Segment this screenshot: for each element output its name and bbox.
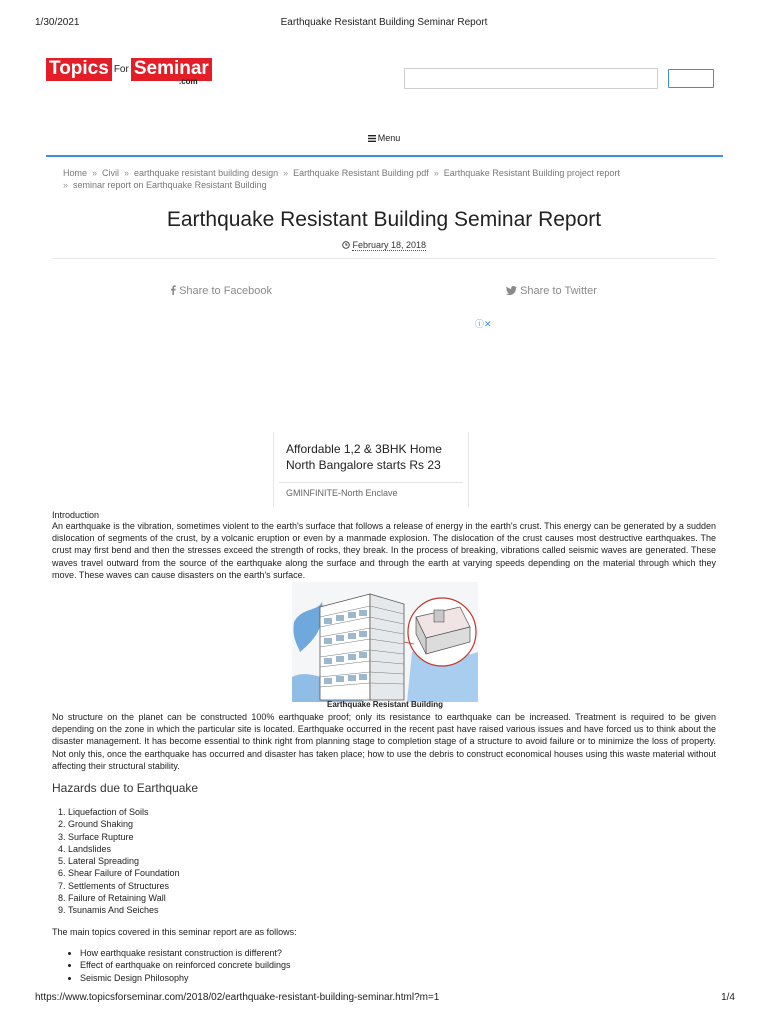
list-item: 6. Shear Failure of Foundation <box>68 867 180 879</box>
intro-paragraph: An earthquake is the vibration, sometimes violent to the earth's surface that follows a release of energy in the earth's crust. This energy can be generated by a sudden dislocation of segments of the crust, by a volcanic eruption or even by a manmade explosion. The dislocation of the crust causes most destructive earthquakes. The crust may first bend and then the stresses exceed the strength of rocks, they break. In the process of breaking, vibrations called seismic waves are generated. These waves travel outward from the source of the earthquake along the surface and through the earth at varying speeds depending on the material through which they move. These waves can cause disasters on the earth's surface. <box>52 521 716 580</box>
ad-source: GMINFINITE-North Enclave <box>286 488 398 498</box>
title-divider <box>52 258 716 259</box>
list-item: 9. Tsunamis And Seiches <box>68 904 180 916</box>
print-title: Earthquake Resistant Building Seminar Report <box>280 17 488 28</box>
clock-icon <box>342 241 350 249</box>
list-item: • How earthquake resistant construction is different? <box>80 947 290 959</box>
figure-caption: Earthquake Resistant Building <box>326 700 444 709</box>
menu-label: Menu <box>377 133 401 143</box>
breadcrumb <box>63 167 663 191</box>
post-date <box>0 240 768 250</box>
breadcrumb-home[interactable]: Home <box>63 168 88 178</box>
print-url: https://www.topicsforseminar.com/2018/02/earthquake-resistant-building-seminar.html?m=1 <box>35 992 440 1003</box>
menu-button[interactable] <box>0 133 768 143</box>
logo-word-for: For <box>113 64 129 75</box>
post-date-text[interactable]: February 18, 2018 <box>352 240 427 250</box>
share-facebook-label: Share to Facebook <box>179 285 273 297</box>
breadcrumb-separator: » <box>283 168 289 178</box>
topics-intro: The main topics covered in this seminar report are as follows: <box>52 927 297 937</box>
list-item: 1. Liquefaction of Soils <box>68 806 180 818</box>
list-item: 7. Settlements of Structures <box>68 880 180 892</box>
breadcrumb-project-report[interactable]: Earthquake Resistant Building project report <box>443 168 620 178</box>
breadcrumb-separator: » <box>92 168 98 178</box>
breadcrumb-separator: » <box>124 168 130 178</box>
breadcrumb-separator: » <box>433 168 439 178</box>
list-item: • Seismic Design Philosophy <box>80 972 290 984</box>
facebook-icon <box>170 285 176 295</box>
print-header <box>0 17 768 31</box>
list-item: 4. Landslides <box>68 843 180 855</box>
ad-divider <box>279 482 463 483</box>
page-title: Earthquake Resistant Building Seminar Report <box>166 208 602 231</box>
print-date: 1/30/2021 <box>35 17 80 28</box>
twitter-icon <box>506 286 517 295</box>
logo-word-seminar: Seminar <box>131 58 212 81</box>
logo-domain: .com <box>179 77 198 86</box>
list-item: • Effect of earthquake on reinforced concrete buildings <box>80 959 290 971</box>
breadcrumb-separator: » <box>63 180 69 190</box>
share-twitter-label: Share to Twitter <box>520 285 597 297</box>
topics-list <box>52 947 290 984</box>
share-twitter-button[interactable] <box>506 285 597 297</box>
site-logo[interactable] <box>46 58 212 86</box>
ad-headline-line1: Affordable 1,2 & 3BHK Home <box>286 442 442 456</box>
share-facebook-button[interactable] <box>170 285 272 297</box>
list-item: 5. Lateral Spreading <box>68 855 180 867</box>
list-item: 2. Ground Shaking <box>68 818 180 830</box>
ad-close-icon[interactable]: ✕ <box>484 319 492 329</box>
search-input[interactable] <box>404 68 658 89</box>
ad-choices[interactable] <box>475 317 492 330</box>
breadcrumb-design[interactable]: earthquake resistant building design <box>134 168 279 178</box>
breadcrumb-seminar-report[interactable]: seminar report on Earthquake Resistant Building <box>73 180 267 190</box>
ad-info-icon[interactable]: ⓘ <box>475 319 485 329</box>
paragraph-disaster-management: No structure on the planet can be constructed 100% earthquake proof; only its resistance to earthquake can be increased. Treatment is required to be given depending on the zone in which the particular site is located. Earthquake occurred in the recent past have raised various issues and have forced us to think about the disaster management. It has become essential to think right from planning stage to completion stage of a structure to avoid failure or to minimize the loss of property. Not only this, once the earthquake has occurred and disaster has taken place; how to use the debris to construct economical houses using this waste material without affecting their structural stability. <box>52 712 716 771</box>
intro-heading: Introduction <box>52 510 100 520</box>
advertisement[interactable] <box>273 432 469 507</box>
hazards-heading: Hazards due to Earthquake <box>52 781 199 795</box>
breadcrumb-civil[interactable]: Civil <box>102 168 120 178</box>
search-button[interactable] <box>668 69 714 88</box>
earthquake-building-illustration <box>292 582 478 702</box>
logo-word-topics: Topics <box>46 58 112 81</box>
print-page-number: 1/4 <box>721 992 735 1003</box>
list-item: 8. Failure of Retaining Wall <box>68 892 180 904</box>
ad-headline-line2: North Bangalore starts Rs 23 <box>286 458 441 472</box>
hazards-list <box>52 806 180 917</box>
nav-divider <box>46 155 723 157</box>
hamburger-icon <box>368 135 376 142</box>
breadcrumb-pdf[interactable]: Earthquake Resistant Building pdf <box>293 168 429 178</box>
list-item: 3. Surface Rupture <box>68 831 180 843</box>
